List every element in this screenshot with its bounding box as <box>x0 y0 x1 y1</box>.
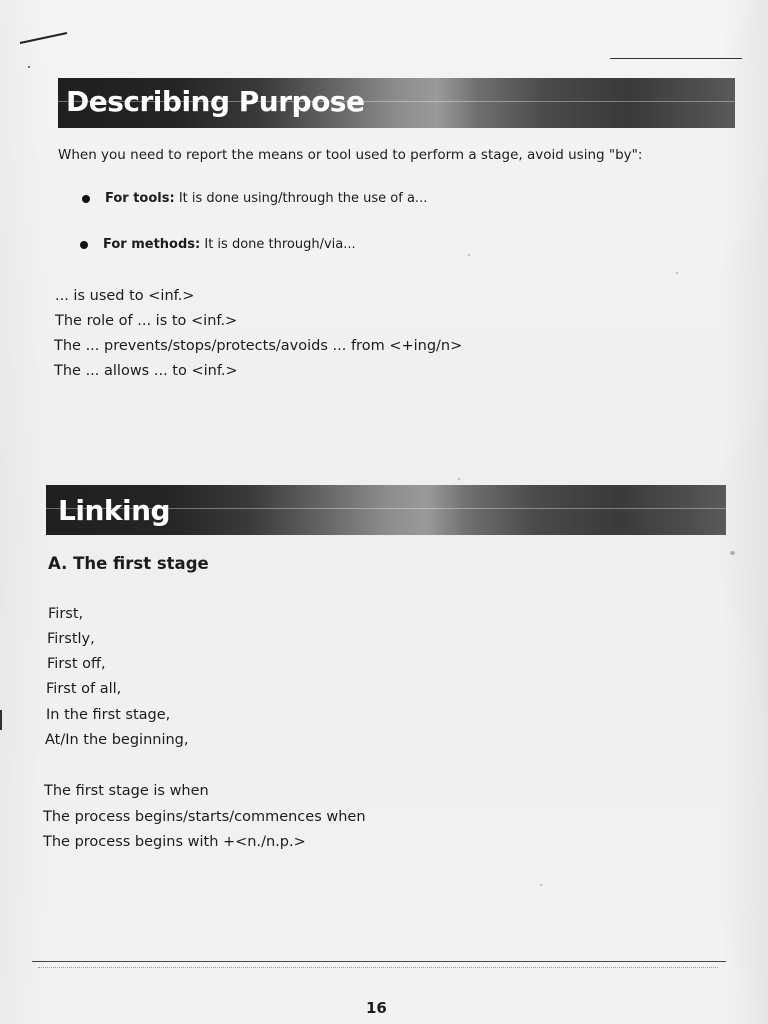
footer-dotted-rule <box>38 967 718 968</box>
bullet-dot <box>80 241 88 249</box>
linker-word: First, <box>48 606 84 622</box>
left-margin-mark <box>0 710 2 730</box>
bullet-text: It is done using/through the use of a... <box>174 191 428 206</box>
section-title-linking: Linking <box>58 494 171 527</box>
top-rule-line <box>610 58 742 59</box>
linking-phrase: The process begins with +<n./n.p.> <box>43 834 306 850</box>
bullet-item-tools <box>105 190 427 208</box>
bullet-label: For tools: <box>105 191 175 206</box>
pen-dot <box>28 66 30 68</box>
scan-speck <box>458 478 460 480</box>
linker-word: First of all, <box>46 681 122 697</box>
linking-phrase: The first stage is when <box>44 783 209 799</box>
bullet-text: It is done through/via... <box>200 237 356 252</box>
purpose-phrase: The ... prevents/stops/protects/avoids ... from <+ing/n> <box>54 338 463 354</box>
bullet-dot <box>82 195 90 203</box>
describing-purpose-banner <box>58 78 735 128</box>
scan-speck <box>730 551 735 555</box>
purpose-phrase: The role of ... is to <inf.> <box>55 313 238 329</box>
linker-word: At/In the beginning, <box>45 732 189 748</box>
scan-speck <box>676 272 678 274</box>
linker-word: Firstly, <box>47 631 95 647</box>
intro-paragraph: When you need to report the means or tool used to perform a stage, avoid using "by": <box>58 147 643 163</box>
subheading-first-stage: A. The first stage <box>48 554 209 573</box>
bullet-item-methods <box>103 236 356 254</box>
section-title-describing-purpose: Describing Purpose <box>66 85 365 118</box>
linker-word: First off, <box>47 656 106 672</box>
linking-banner <box>46 485 726 535</box>
scan-speck <box>468 254 470 256</box>
page-number: 16 <box>366 999 387 1017</box>
linker-word: In the first stage, <box>46 707 171 723</box>
purpose-phrase: The ... allows ... to <inf.> <box>54 363 238 379</box>
linking-phrase: The process begins/starts/commences when <box>43 809 366 825</box>
pen-mark <box>20 32 67 44</box>
purpose-phrase: ... is used to <inf.> <box>55 288 195 304</box>
scan-speck <box>540 884 542 886</box>
bullet-label: For methods: <box>103 237 201 252</box>
footer-rule <box>32 961 726 962</box>
